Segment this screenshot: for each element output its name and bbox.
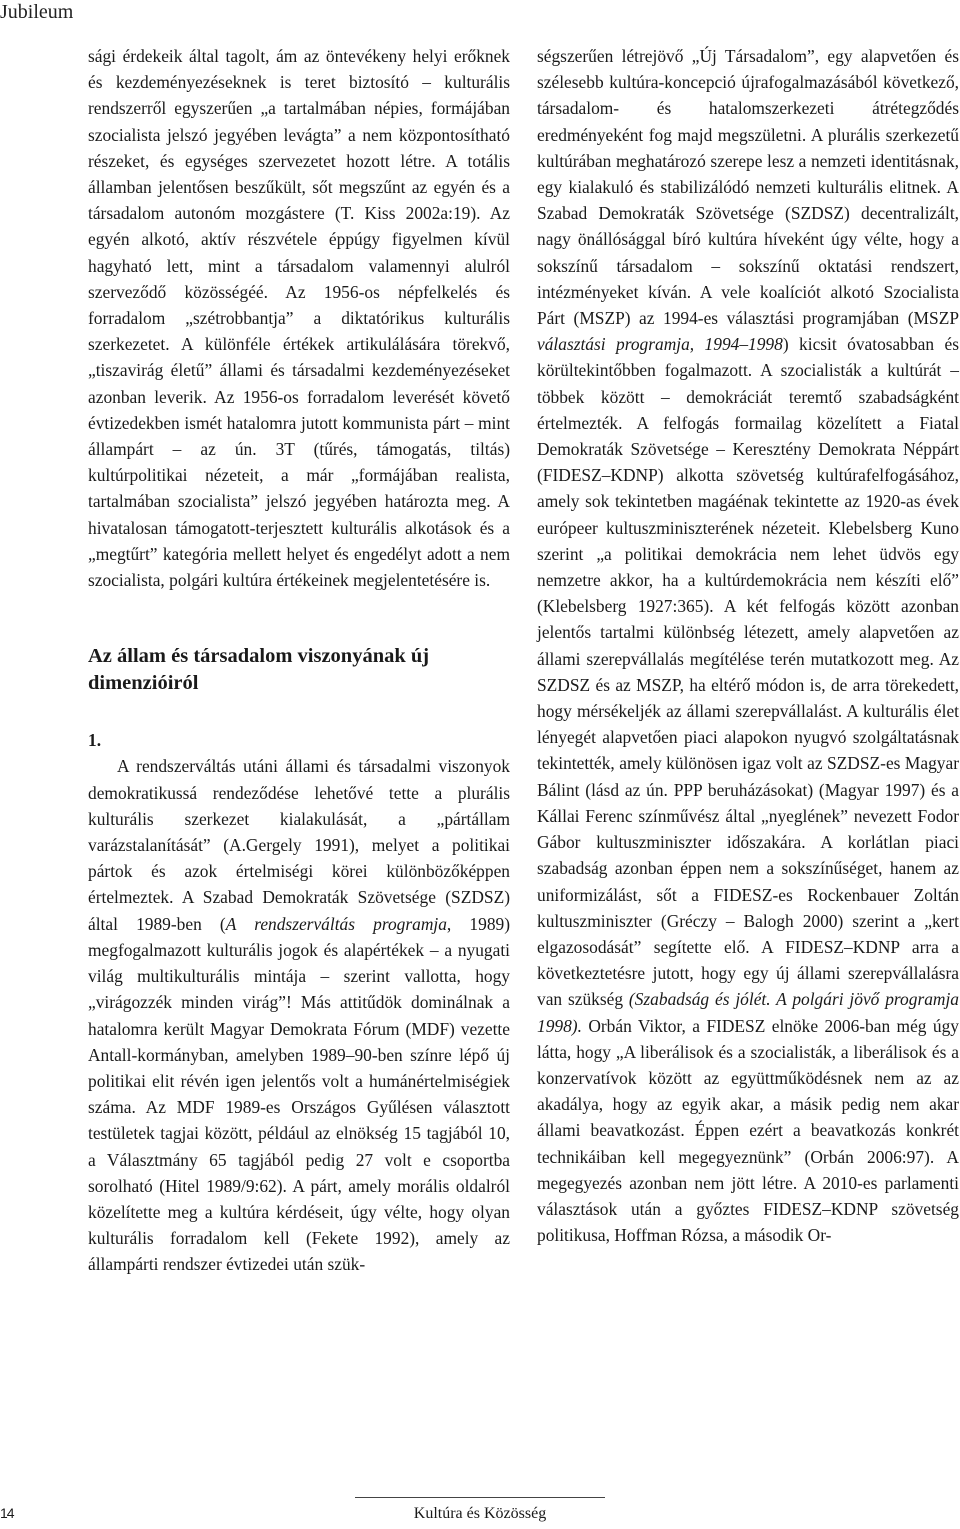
subsection-number: 1. <box>88 730 102 751</box>
text-run: Orbán Viktor, a FIDESZ elnöke 2006-ban még úgy látta, hogy „A liberálisok és a szocialisták, a liberálisok és a konzervatívok között az együttműködésnek nem az az akadálya, hogy az egyik akar, a másik pedig nem akar állami beavatkozást. Éppen ezért a beavatkozás konkrét technikáiban kell megegyeznünk” (Orbán 2006:97). A megegyezés azonban nem jött létre. A 2010-es parlamenti választások után a győztes FIDESZ–KDNP szövetség politikusa, Hoffman Rózsa, a második Or- <box>537 1015 959 1246</box>
body-paragraph <box>537 43 959 1248</box>
running-head-section-title: Jubileum <box>0 1 74 23</box>
italic-title: választási programja, 1994–1998 <box>537 334 783 355</box>
italic-title: (Szabadság és jólét. A polgári jövő programja 1998). <box>537 989 959 1036</box>
body-paragraph <box>88 753 510 1277</box>
text-run: ségszerűen létrejövő „Új Társadalom”, egy alapvetően és szélesebb kultúra-koncepció újrafogalmazásából következő, társadalom- és hatalomszerkezeti átrétegződés eredményeként fog majd megszületni. A plurális szerkezetű kultúrában meghatározó szerepe lesz a nemzeti identitásnak, egy kialakuló és stabilizálódó nemzeti kulturális elitnek. A Szabad Demokraták Szövetsége (SZDSZ) decentralizált, nagy önállósággal bíró kultúra híveként úgy vélte, hogy a sokszínű társadalom – sokszínű oktatási rendszert, intézményeket kíván. A vele koalíciót alkotó Szocialista Párt (MSZP) az 1994-es választási programjában (MSZP <box>537 46 959 329</box>
text-run: A rendszerváltás utáni állami és társadalmi viszonyok demokratikussá rendeződése lehetővé tette a plurális kulturális szerkezet kialakulását, a „pártállam varázstalanítását” (A.Gergely 1991), melyet a politikai pártok és azok értelmiségi körei különbözőképpen értelmeztek. A Szabad Demokraták Szövetsége (SZDSZ) által 1989-ben ( <box>88 756 510 934</box>
body-paragraph: sági érdekeik által tagolt, ám az öntevékeny helyi erőknek és kezdeményezéseknek is teret biztosító – kulturális rendszerről egyszerűen „a tartalmában népies, formájában szocialista jelszó jegyében levágta” a nem központosítható részeket, és egységes szervezetet hozott létre. A totális államban jelentősen beszűkült, sőt megszűnt az egyén és a társadalom autonóm mozgástere (T. Kiss 2002a:19). Az egyén alkotó, aktív részvétele éppúgy figyelmen kívül hagyható lett, mint a társadalom valamennyi alulról szerveződő közösségéé. Az 1956-os népfelkelés és forradalom „szétrobbantja” a diktatórikus kulturális szerkezetet. A különféle értékek artikulálására törekvő, „tiszavirág életű” állami és társadalmi kezdeményezéseket azonban leverik. Az 1956-os forradalom leverését követő évtizedekben ismét hatalomra jutott kommunista párt – mint állampárt – az ún. 3T (tűrés, támogatás, tiltás) kultúrpolitikai nézeteit, a már „formájában realista, tartalmában szocialista” jelszó jegyében határozta meg. A hivatalosan támogatott-terjesztett kulturális alkotások és a „megtűrt” kategória mellett helyet és engedélyt adott a nem szocialista, polgári kultúra értékeinek megjelentetésére is. <box>88 46 510 591</box>
italic-title: A rendszerváltás programja <box>225 913 447 934</box>
page-number: 14 <box>0 1505 14 1521</box>
text-run: , 1989) megfogalmazott kulturális jogok és alapértékek – a nyugati világ multikulturális mintája – szerint vallotta, hogy „virágozzék minden virág”! Más attitűdök dominálnak a hatalomra került Magyar Demokrata Fórum (MDF) vezette Antall-kormányban, amelyben 1989–90-ben színre lépő új politikai elit révén igen jelentős volt a humánértelmiségiek száma. Az MDF 1989-es Országos Gyűlésen választott testületek tagjai között, például az elnökség 15 tagjából 10, a Választmány 65 tagjából pedig 27 volt e csoportba sorolható (Hitel 1989/9:62). A párt, amely morális oldalról közelítette meg a kultúra kérdéseit, úgy vélte, hogy olyan kulturális forradalom kell (Fekete 1992), amely az állampárti rendszer évtizedei után szük- <box>88 913 510 1275</box>
right-column <box>537 43 959 1248</box>
section-heading: Az állam és társadalom viszonyának új dimenzióiról <box>88 645 430 695</box>
journal-name: Kultúra és Közösség <box>413 1505 547 1522</box>
footer-divider <box>355 1497 605 1498</box>
text-run: ) kicsit óvatosabban és körültekintőbben fogalmazott. A szocialisták a kultúrát – többek között – demokráciát teremtő szabadságként értelmezték. A felfogás formailag közelített a Fiatal Demokraták Szövetsége – Keresztény Demokrata Néppárt (FIDESZ–KDNP) alkotta szövetség kultúrafelfogásához, amely sok tekintetben magáénak tekintette az 1920-as évek európeer kultuszminiszterének nézeteit. Klebelsberg Kuno szerint „a politikai demokrácia nem lehet üdvös egy nemzetre akkor, ha a kultúrdemokrácia nem készíti elő” (Klebelsberg 1927:365). A két felfogás között azonban jelentős tartalmi különbség létezett, amely alapvetően az állami szerepvállalás megítélése terén mutatkozott meg. Az SZDSZ és az MSZP, ha eltérő módon is, de arra törekedett, hogy mérsékeljék az állami szerepvállalást. A kulturális élet lényegét alapvetően piaci alapokon nyugvó szolgáltatásnak tekintették, amely különösen igaz volt az SZDSZ-es Magyar Bálint (lásd az ún. PPP beruházásokat) (Magyar 1997) és a Kállai Ferenc színművész által „nyeglének” nevezett Fodor Gábor kultuszminiszter időszakára. A korlátlan piaci szabadság azonban éppen nem a sokszínűséget, hanem az uniformizálást, sőt a FIDESZ-es Rockenbauer Zoltán kultuszminiszter (Gréczy – Balogh 2000) szerint a „kert elgazosodását” segítette elő. A FIDESZ–KDNP arra a következtetésre jutott, hogy egy új állami szerepvállalásra van szükség <box>537 334 959 1010</box>
left-column <box>88 43 510 1278</box>
